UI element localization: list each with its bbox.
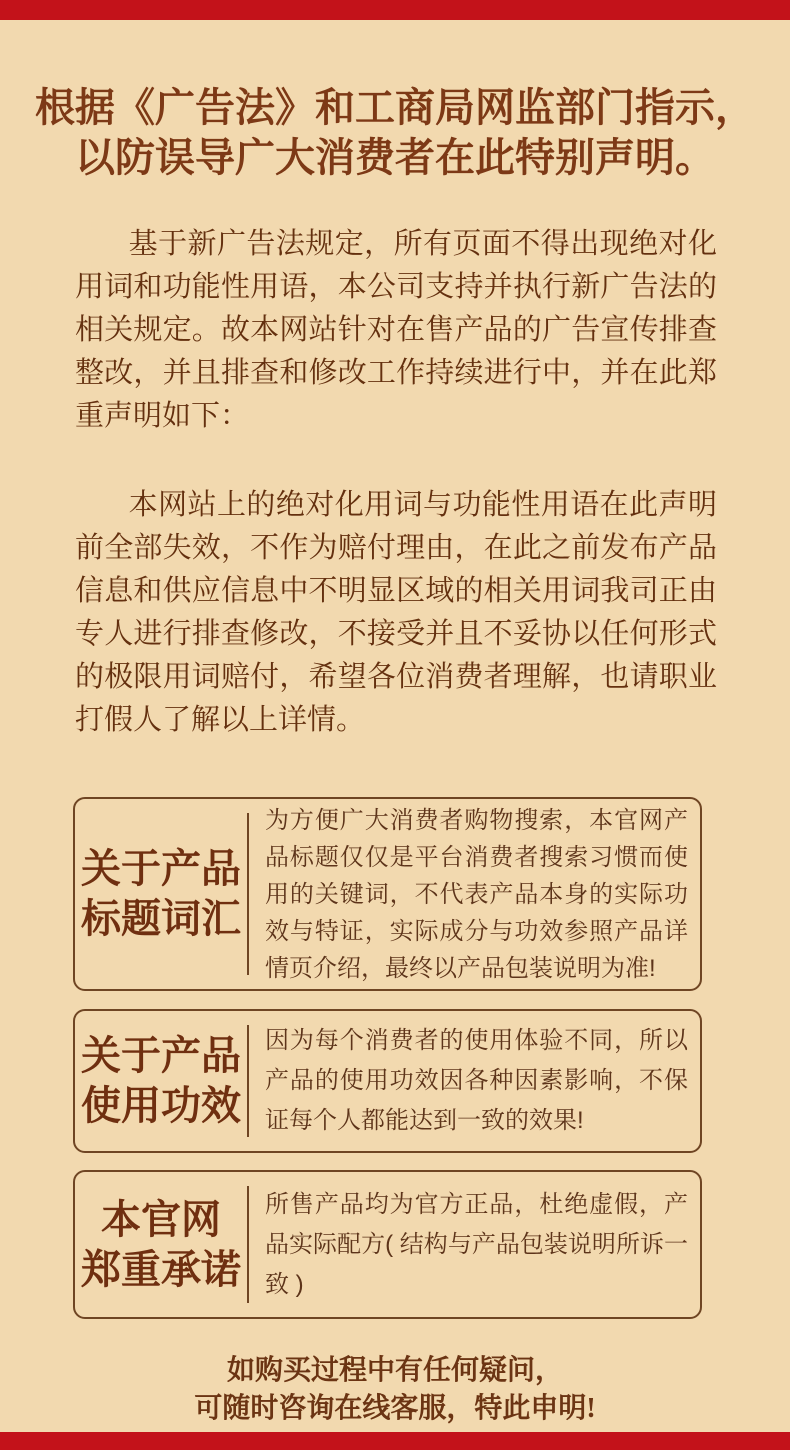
page-title-line-2: 以防误导广大消费者在此特别声明。 (75, 135, 715, 180)
footer-note-line-2: 可随时咨询在线客服，特此申明! (194, 1393, 596, 1424)
notice-box-title-line-2: 郑重承诺 (81, 1246, 241, 1292)
notice-box-body-text: 为方便广大消费者购物搜索，本官网产品标题仅仅是平台消费者搜索习惯而使用的关键词，不代表产品本身的实际功效与特证，实际成分与功效参照产品详情页介绍，最终以产品包装说明为准! (265, 806, 688, 982)
notice-box-title (75, 799, 247, 989)
notice-box-title-line-1: 本官网 (101, 1196, 221, 1242)
notice-box-title-line-1: 关于产品 (81, 1033, 241, 1078)
notice-box-title (75, 1011, 247, 1151)
notice-box-body (249, 799, 700, 989)
notice-box-body-text: 因为每个消费者的使用体验不同，所以产品的使用功效因各种因素影响，不保证每个人都能达到一致的效果! (265, 1027, 688, 1134)
footer-note-line-1: 如购买过程中有任何疑问， (226, 1355, 563, 1386)
disclaimer-paragraph-1: 基于新广告法规定，所有页面不得出现绝对化用词和功能性用语，本公司支持并执行新广告法的相关规定。故本网站针对在售产品的广告宣传排查整改，并且排查和修改工作持续进行中，并在此郑重声明如下： (75, 228, 717, 432)
disclaimer-paragraph-2: 本网站上的绝对化用词与功能性用语在此声明前全部失效，不作为赔付理由，在此之前发布产品信息和供应信息中不明显区域的相关用词我司正由专人进行排查修改，不接受并且不妥协以任何形式的极限用词赔付，希望各位消费者理解，也请职业打假人了解以上详情。 (75, 489, 717, 736)
notice-box-body (249, 1172, 700, 1317)
footer-note (0, 1352, 790, 1428)
notice-box-title (75, 1172, 247, 1317)
notice-box-body-text: 所售产品均为官方正品，杜绝虚假，产品实际配方( 结构与产品包装说明所诉一致 ) (265, 1190, 688, 1298)
bottom-red-bar (0, 1432, 790, 1450)
notice-box-product-title (73, 797, 702, 991)
page-title-line-1: 根据《广告法》和工商局网监部门指示， (35, 85, 755, 130)
notice-box-title-line-1: 关于产品 (81, 846, 241, 891)
notice-box-title-line-2: 使用功效 (81, 1083, 241, 1128)
page-title (0, 83, 790, 183)
notice-box-title-line-2: 标题词汇 (81, 896, 241, 941)
notice-box-product-effect (73, 1009, 702, 1153)
notice-box-official-promise (73, 1170, 702, 1319)
top-red-bar (0, 0, 790, 20)
notice-box-body (249, 1011, 700, 1151)
